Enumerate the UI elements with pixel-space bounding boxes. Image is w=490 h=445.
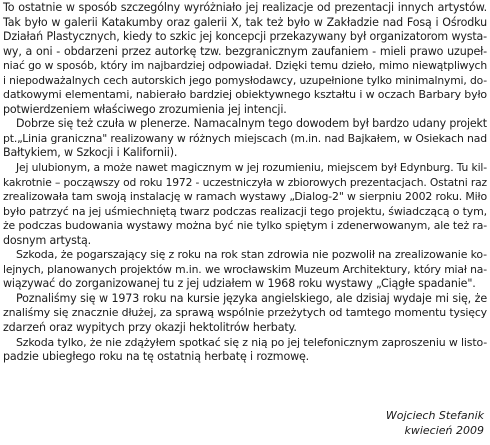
text-line: zrealizowała tam swoją instalację w ramach wystawy „Dialog-2" w sierpniu 2002 roku. Miło [3, 190, 487, 204]
text-line: Dobrze się też czuła w plenerze. Namacalnym tego dowodem był bardzo udany projekt [16, 117, 487, 131]
text-line: pt.„Linia graniczna" realizowany w różnych miejscach (m.in. nad Bajkałem, w Osiekach nad [3, 131, 487, 145]
text-line: Szkoda, że pogarszający się z roku na rok stan zdrowia nie pozwolił na zrealizowanie ko- [16, 248, 487, 262]
text-line: znaliśmy się znacznie dłużej, za sprawą wspólnie przeżytych od tamtego momentu tysięcy [3, 306, 487, 320]
article-body [3, 1, 487, 365]
text-line: dosnym artystą. [3, 233, 92, 247]
text-line: datkowymi elementami, nabierało bardziej obiektywnego kształtu i w oczach Barbary było [3, 88, 487, 102]
text-line: lejnych, planowanych projektów m.in. we wrocławskim Muzeum Architektury, który miał na- [3, 262, 487, 276]
text-line: że podczas budowania wystawy można być nie tylko spiętym i zdenerwowanym, ale też ra- [3, 219, 487, 233]
text-line: To ostatnie w sposób szczególny wyróżniało jej realizacje od prezentacji innych artystów. [3, 1, 487, 14]
text-line: Działań Plastycznych, kiedy to szkic jej koncepcji przekazywany był organizatorom wysta- [3, 30, 487, 44]
text-line: potwierdzeniem właściwego zrozumienia jej intencji. [3, 102, 287, 116]
text-line: Jej ulubionym, a może nawet magicznym w jej rozumieniu, miejscem był Edynburg. Tu kil- [16, 161, 487, 175]
signature-date: kwiecień 2009 [404, 423, 484, 437]
paragraph-3 [3, 161, 487, 248]
text-line: Tak było w galerii Katakumby oraz galerii X, tak też było w Zakładzie nad Fosą i Ośrodku [3, 15, 487, 29]
paragraph-1 [3, 1, 487, 117]
paragraph-2 [3, 117, 487, 161]
text-line: było patrzyć na jej uśmiechniętą twarz podczas realizacji tego projektu, świadczącą o tym, [3, 204, 487, 218]
text-line: Poznaliśmy się w 1973 roku na kursie języka angielskiego, ale dzisiaj wydaje mi się, że [16, 291, 487, 305]
text-line: wy, a oni - obdarzeni przez autorkę tzw. bezgranicznym zaufaniem - mieli prawo uzupeł- [3, 44, 487, 58]
paragraph-4 [3, 248, 487, 292]
text-line: i niepodważalnych cech autorskich jego pomysłodawcy, uzupełnione tylko minimalnymi, do- [3, 73, 487, 87]
text-line: niać go w sposób, który im najbardziej odpowiadał. Dzięki temu dzieło, mimo niewątpliwych [3, 59, 487, 73]
text-line: zdarzeń oraz wypitych przy okazji hektolitrów herbaty. [3, 321, 297, 335]
paragraph-6 [3, 336, 487, 365]
text-line: wiązywać do zorganizowanej tu z jej udziałem w 1968 roku wystawy „Ciągłe spadanie". [3, 277, 476, 291]
paragraph-5 [3, 292, 487, 336]
text-line: Szkoda tylko, że nie zdążyłem spotkać się z nią po jej telefonicznym zaproszeniu w listo- [16, 335, 487, 349]
author-name: Wojciech Stefanik [385, 409, 484, 422]
text-line: padzie ubiegłego roku na tę ostatnią herbatę i rozmowę. [3, 350, 310, 364]
text-line: Bałtykiem, w Szkocji i Kalifornii). [3, 146, 178, 160]
signature-block [386, 409, 484, 438]
text-line: kakrotnie – począwszy od roku 1972 - uczestniczyła w zbiorowych prezentacjach. Ostatni raz [3, 175, 487, 189]
